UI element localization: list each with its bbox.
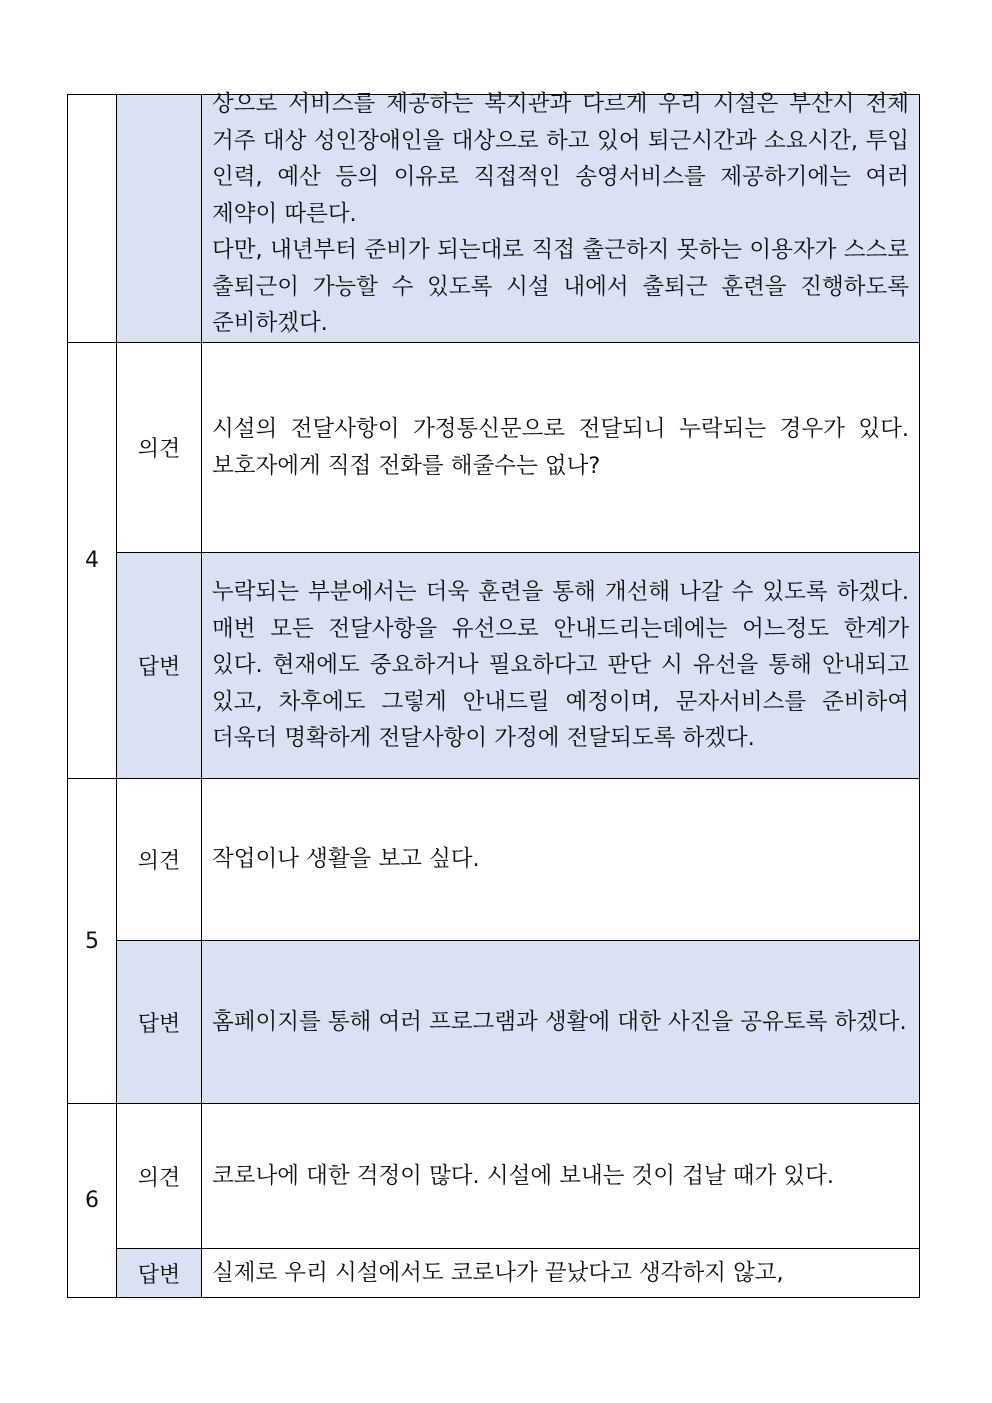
opinion-label: 의견 bbox=[117, 1104, 202, 1249]
answer-paragraph: 상으로 서비스를 제공하는 복지관과 다르게 우리 시설은 부산시 전체 거주 대상 성인장애인을 대상으로 하고 있어 퇴근시간과 소요시간, 투입 인력, 예산 등의 이유로 직접적인 송영서비스를 제공하기에는 여러 제약이 따른다. bbox=[212, 91, 909, 227]
item-number: 4 bbox=[68, 343, 117, 779]
row-number-cell bbox=[68, 95, 117, 343]
answer-label: 답변 bbox=[117, 1249, 202, 1298]
opinion-text: 작업이나 생활을 보고 싶다. bbox=[202, 779, 920, 941]
opinion-table bbox=[67, 91, 920, 1298]
item-number: 5 bbox=[68, 779, 117, 1104]
opinion-label: 의견 bbox=[117, 779, 202, 941]
opinion-text: 시설의 전달사항이 가정통신문으로 전달되니 누락되는 경우가 있다. 보호자에게 직접 전화를 해줄수는 없나? bbox=[202, 343, 920, 553]
table-row bbox=[68, 941, 920, 1104]
table-row bbox=[68, 779, 920, 941]
answer-label: 답변 bbox=[117, 553, 202, 779]
answer-continuation-cell bbox=[202, 91, 920, 343]
answer-text: 홈페이지를 통해 여러 프로그램과 생활에 대한 사진을 공유토록 하겠다. bbox=[202, 941, 920, 1104]
item-number: 6 bbox=[68, 1104, 117, 1298]
table-row bbox=[68, 1249, 920, 1298]
table-row bbox=[68, 1104, 920, 1249]
row-label-cell bbox=[117, 95, 202, 343]
table-row bbox=[68, 553, 920, 779]
table-row bbox=[68, 95, 920, 343]
table-row bbox=[68, 343, 920, 553]
answer-text: 누락되는 부분에서는 더욱 훈련을 통해 개선해 나갈 수 있도록 하겠다. 매번 모든 전달사항을 유선으로 안내드리는데에는 어느정도 한계가 있다. 현재에도 중요하거나 필요하다고 판단 시 유선을 통해 안내되고 있고, 차후에도 그렇게 안내드릴 예정이며, 문자서비스를 준비하여 더욱더 명확하게 전달사항이 가정에 전달되도록 하겠다. bbox=[202, 553, 920, 779]
answer-label: 답변 bbox=[117, 941, 202, 1104]
answer-paragraph: 다만, 내년부터 준비가 되는대로 직접 출근하지 못하는 이용자가 스스로 출퇴근이 가능할 수 있도록 시설 내에서 출퇴근 훈련을 진행하도록 준비하겠다. bbox=[212, 237, 909, 336]
opinion-label: 의견 bbox=[117, 343, 202, 553]
answer-text: 실제로 우리 시설에서도 코로나가 끝났다고 생각하지 않고, bbox=[202, 1249, 920, 1298]
opinion-text: 코로나에 대한 걱정이 많다. 시설에 보내는 것이 겁날 때가 있다. bbox=[202, 1104, 920, 1249]
